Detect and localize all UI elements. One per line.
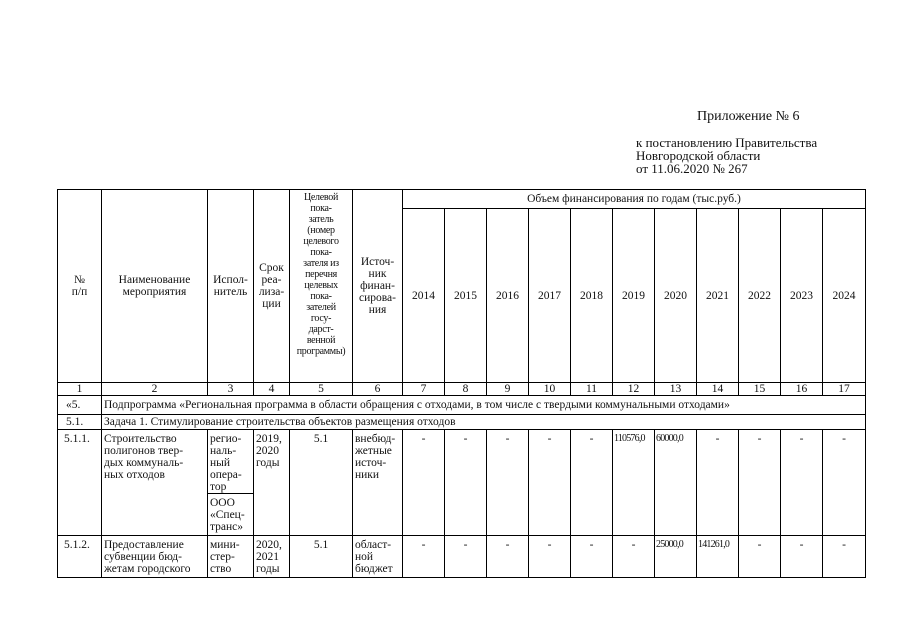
col-number: 3 [208,383,254,396]
year-cell: 2022 [739,209,781,383]
col-number: 5 [290,383,353,396]
resolution-line: к постановлению Правительства [636,135,818,150]
table-header-row [58,190,866,209]
row-num: 5.1.1. [58,430,102,536]
date-line: от 11.06.2020 № 267 [636,161,748,176]
value-cell: - [403,430,445,536]
col-source-header: Источ- ник финан- сирова- ния [353,190,403,383]
year-cell: 2014 [403,209,445,383]
value-cell: - [697,430,739,536]
year-cell: 2020 [655,209,697,383]
executor: регио- наль- ный опера- тор [208,430,254,494]
col-no-header: № п/п [58,190,102,383]
funding-source: област- ной бюджет [353,536,403,578]
year-cell: 2024 [823,209,866,383]
subprogram-title: Подпрограмма «Региональная программа в области обращения с отходами, в том числе с твердыми коммунальными отходами» [102,396,866,415]
col-number: 9 [487,383,529,396]
col-number: 2 [102,383,208,396]
col-number: 4 [254,383,290,396]
funding-source: внебюд- жетные источ- ники [353,430,403,536]
target-indicator: 5.1 [290,536,353,578]
value-cell: - [529,430,571,536]
value-cell: - [445,430,487,536]
subprogram-row [58,396,866,415]
term: 2020, 2021 годы [254,536,290,578]
value-cell: - [739,536,781,578]
value-cell: 25000,0 [655,536,697,578]
table-row [58,430,866,494]
subprogram-num: «5. [58,396,102,415]
col-number: 11 [571,383,613,396]
col-number: 13 [655,383,697,396]
task-row [58,415,866,430]
value-cell: - [613,536,655,578]
col-number: 7 [403,383,445,396]
executor: мини- стер- ство [208,536,254,578]
year-cell: 2019 [613,209,655,383]
col-number: 12 [613,383,655,396]
col-number: 16 [781,383,823,396]
year-cell: 2017 [529,209,571,383]
column-numbers-row [58,383,866,396]
funding-header: Объем финансирования по годам (тыс.руб.) [403,190,866,209]
year-cell: 2018 [571,209,613,383]
value-cell: - [487,430,529,536]
value-cell: - [823,536,866,578]
col-number: 10 [529,383,571,396]
value-cell: - [739,430,781,536]
term: 2019, 2020 годы [254,430,290,536]
col-target-header: Целевой пока- затель (номер целевого пока- зателя из перечня целевых пока- зателей госу- дарст- венной программы) [290,190,353,383]
col-term-header: Срок реа- лиза- ции [254,190,290,383]
col-number: 17 [823,383,866,396]
value-cell: 110576,0 [613,430,655,536]
year-cell: 2015 [445,209,487,383]
measure-name: Строительство полигонов твер- дых коммуналь- ных отходов [102,430,208,536]
funding-table [57,189,866,578]
col-number: 8 [445,383,487,396]
value-cell: - [571,536,613,578]
col-number: 15 [739,383,781,396]
value-cell: 60000,0 [655,430,697,536]
value-cell: - [445,536,487,578]
year-cell: 2023 [781,209,823,383]
region-line: Новгородской области [636,148,761,163]
value-cell: - [403,536,445,578]
value-cell: 141261,0 [697,536,739,578]
task-num: 5.1. [58,415,102,430]
value-cell: - [781,536,823,578]
col-number: 1 [58,383,102,396]
value-cell: - [571,430,613,536]
value-cell: - [529,536,571,578]
col-name-header: Наименование мероприятия [102,190,208,383]
table-row [58,536,866,578]
col-number: 14 [697,383,739,396]
year-cell: 2016 [487,209,529,383]
col-number: 6 [353,383,403,396]
appendix-title: Приложение № 6 [697,109,800,124]
year-cell: 2021 [697,209,739,383]
value-cell: - [781,430,823,536]
col-exec-header: Испол- нитель [208,190,254,383]
value-cell: - [823,430,866,536]
value-cell: - [487,536,529,578]
executor: ООО «Спец- транс» [208,494,254,536]
task-title: Задача 1. Стимулирование строительства объектов размещения отходов [102,415,866,430]
measure-name: Предоставление субвенции бюд- жетам городского [102,536,208,578]
target-indicator: 5.1 [290,430,353,536]
row-num: 5.1.2. [58,536,102,578]
